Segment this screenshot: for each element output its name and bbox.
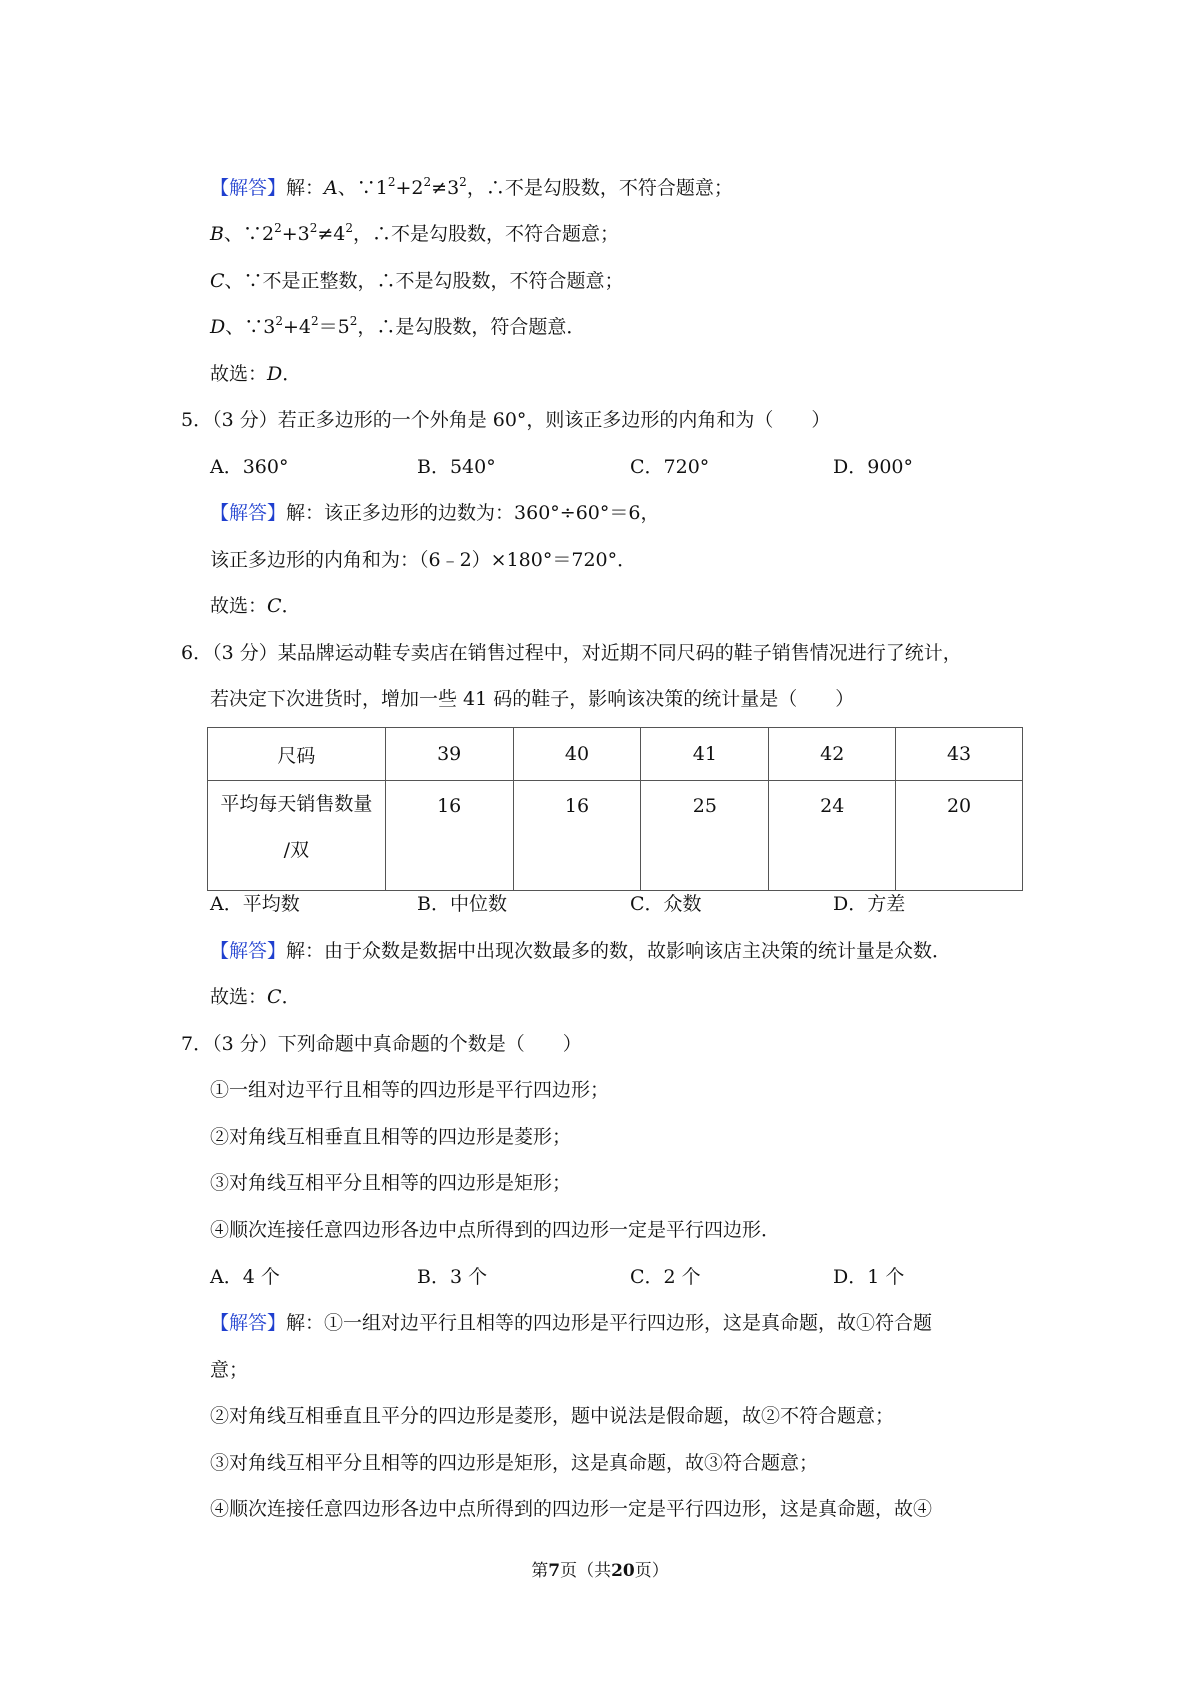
option-letter: C	[210, 270, 225, 292]
q6-choose	[210, 984, 301, 1010]
math-text: +3	[281, 223, 310, 245]
q7-prop-3: ③对角线互相平分且相等的四边形是矩形；	[210, 1172, 572, 1194]
q6-option-d: D．方差	[833, 893, 906, 915]
math-text: 、∵1	[337, 177, 388, 199]
q7-option-b: B．3 个	[417, 1266, 488, 1288]
table-cell-value: 24	[769, 781, 896, 891]
math-text: ，∴不是勾股数，不符合题意；	[466, 177, 733, 199]
footer-text: 第	[531, 1561, 549, 1581]
q5-answer-line-2: 该正多边形的内角和为：（6﹣2）×180°＝720°．	[210, 549, 637, 571]
math-text: 、∵3	[225, 316, 276, 338]
exponent: 2	[309, 221, 318, 235]
math-text: ≠4	[317, 223, 346, 245]
answer-tag: 【解答】	[210, 177, 287, 199]
q4-answer-line-d	[210, 314, 585, 340]
choose-letter: C	[267, 986, 282, 1008]
choose-letter: C	[267, 595, 282, 617]
q7-option-c: C．2 个	[630, 1266, 701, 1288]
q7-option-d: D．1 个	[833, 1266, 905, 1288]
page-number: 7	[548, 1561, 561, 1581]
q5-answer-line-1	[210, 500, 659, 526]
total-pages: 20	[611, 1561, 635, 1581]
table-row	[208, 728, 1023, 781]
answer-text: 解：由于众数是数据中出现次数最多的数，故影响该店主决策的统计量是众数．	[286, 940, 952, 962]
option-letter: A	[324, 177, 338, 199]
exponent: 2	[423, 175, 432, 189]
q5-option-d: D．900°	[833, 456, 913, 478]
math-text: ，∴是勾股数，符合题意．	[357, 316, 586, 338]
math-text: +2	[395, 177, 424, 199]
q4-answer-line-a	[210, 175, 733, 201]
q7-prop-2: ②对角线互相垂直且相等的四边形是菱形；	[210, 1126, 572, 1148]
table-cell-size: 43	[896, 728, 1023, 781]
table-row	[208, 781, 1023, 891]
option-letter: D	[210, 316, 226, 338]
q7-answer-line-1b: 意；	[210, 1359, 249, 1381]
q7-answer-line-1	[210, 1310, 932, 1336]
answer-text: 解：该正多边形的边数为：360°÷60°＝6，	[286, 502, 660, 524]
table-cell-value: 16	[513, 781, 641, 891]
choose-label: 故选：	[210, 363, 268, 385]
q7-option-a: A．4 个	[210, 1266, 280, 1288]
q7-prop-4: ④顺次连接任意四边形各边中点所得到的四边形一定是平行四边形．	[210, 1219, 781, 1241]
q7-answer-line-4: ④顺次连接任意四边形各边中点所得到的四边形一定是平行四边形，这是真命题，故④	[210, 1498, 933, 1520]
q6-option-a: A．平均数	[210, 893, 300, 915]
q5-option-a: A．360°	[210, 456, 289, 478]
q7-answer-line-3: ③对角线互相平分且相等的四边形是矩形，这是真命题，故③符合题意；	[210, 1452, 819, 1474]
exponent: 2	[345, 221, 354, 235]
row-label-line-2: /双	[283, 839, 310, 861]
q6-stem-line-2: 若决定下次进货时，增加一些 41 码的鞋子，影响该决策的统计量是（ ）	[210, 688, 855, 710]
option-letter: B	[210, 223, 224, 245]
q4-answer-line-b	[210, 221, 619, 247]
footer-text: 页）	[634, 1561, 669, 1581]
answer-text: 解：	[286, 177, 325, 199]
q6-stem-line-1: 6．（3 分）某品牌运动鞋专卖店在销售过程中，对近期不同尺码的鞋子销售情况进行了统计，	[181, 642, 962, 664]
q7-answer-line-2: ②对角线互相垂直且平分的四边形是菱形，题中说法是假命题，故②不符合题意；	[210, 1405, 895, 1427]
q4-choose	[210, 361, 301, 387]
table-header-label: 尺码	[208, 728, 386, 781]
exponent: 2	[349, 314, 358, 328]
page-footer	[0, 1556, 1200, 1581]
math-text: +4	[282, 316, 311, 338]
q7-stem: 7．（3 分）下列命题中真命题的个数是（ ）	[181, 1033, 582, 1055]
answer-tag: 【解答】	[210, 940, 287, 962]
choose-letter: D	[267, 363, 283, 385]
exponent: 2	[275, 314, 283, 328]
exponent: 2	[459, 175, 467, 189]
answer-tag: 【解答】	[210, 1312, 287, 1334]
row-label-line-1: 平均每天销售数量	[220, 793, 373, 815]
math-text: ，∴不是勾股数，不符合题意；	[353, 223, 620, 245]
math-text: ＝5	[318, 316, 350, 338]
q6-option-b: B．中位数	[417, 893, 507, 915]
q6-option-c: C．众数	[630, 893, 702, 915]
q5-option-b: B．540°	[417, 456, 496, 478]
exponent: 2	[310, 314, 319, 328]
exponent: 2	[387, 175, 396, 189]
table-cell-size: 42	[769, 728, 896, 781]
answer-tag: 【解答】	[210, 502, 287, 524]
table-cell-size: 41	[641, 728, 769, 781]
table-cell-size: 39	[385, 728, 513, 781]
choose-end: ．	[281, 595, 301, 617]
footer-text: 页（共	[560, 1561, 612, 1581]
table-cell-value: 25	[641, 781, 769, 891]
math-text: ≠3	[431, 177, 460, 199]
size-sales-table	[207, 727, 1023, 891]
math-text: 、∵2	[223, 223, 275, 245]
choose-label: 故选：	[210, 595, 268, 617]
q5-option-c: C．720°	[630, 456, 710, 478]
table-cell-value: 16	[385, 781, 513, 891]
choose-end: ．	[281, 986, 301, 1008]
table-row-label	[208, 781, 386, 891]
q5-choose	[210, 593, 301, 619]
q5-stem: 5．（3 分）若正多边形的一个外角是 60°，则该正多边形的内角和为（ ）	[181, 409, 831, 431]
choose-end: ．	[282, 363, 302, 385]
answer-text: 解：①一组对边平行且相等的四边形是平行四边形，这是真命题，故①符合题	[286, 1312, 933, 1334]
table-cell-value: 20	[896, 781, 1023, 891]
answer-text: 、∵不是正整数，∴不是勾股数，不符合题意；	[224, 270, 624, 292]
exponent: 2	[274, 221, 282, 235]
table-cell-size: 40	[513, 728, 641, 781]
q7-prop-1: ①一组对边平行且相等的四边形是平行四边形；	[210, 1079, 610, 1101]
q4-answer-line-c	[210, 268, 624, 294]
choose-label: 故选：	[210, 986, 268, 1008]
q6-answer-line-1	[210, 938, 951, 964]
